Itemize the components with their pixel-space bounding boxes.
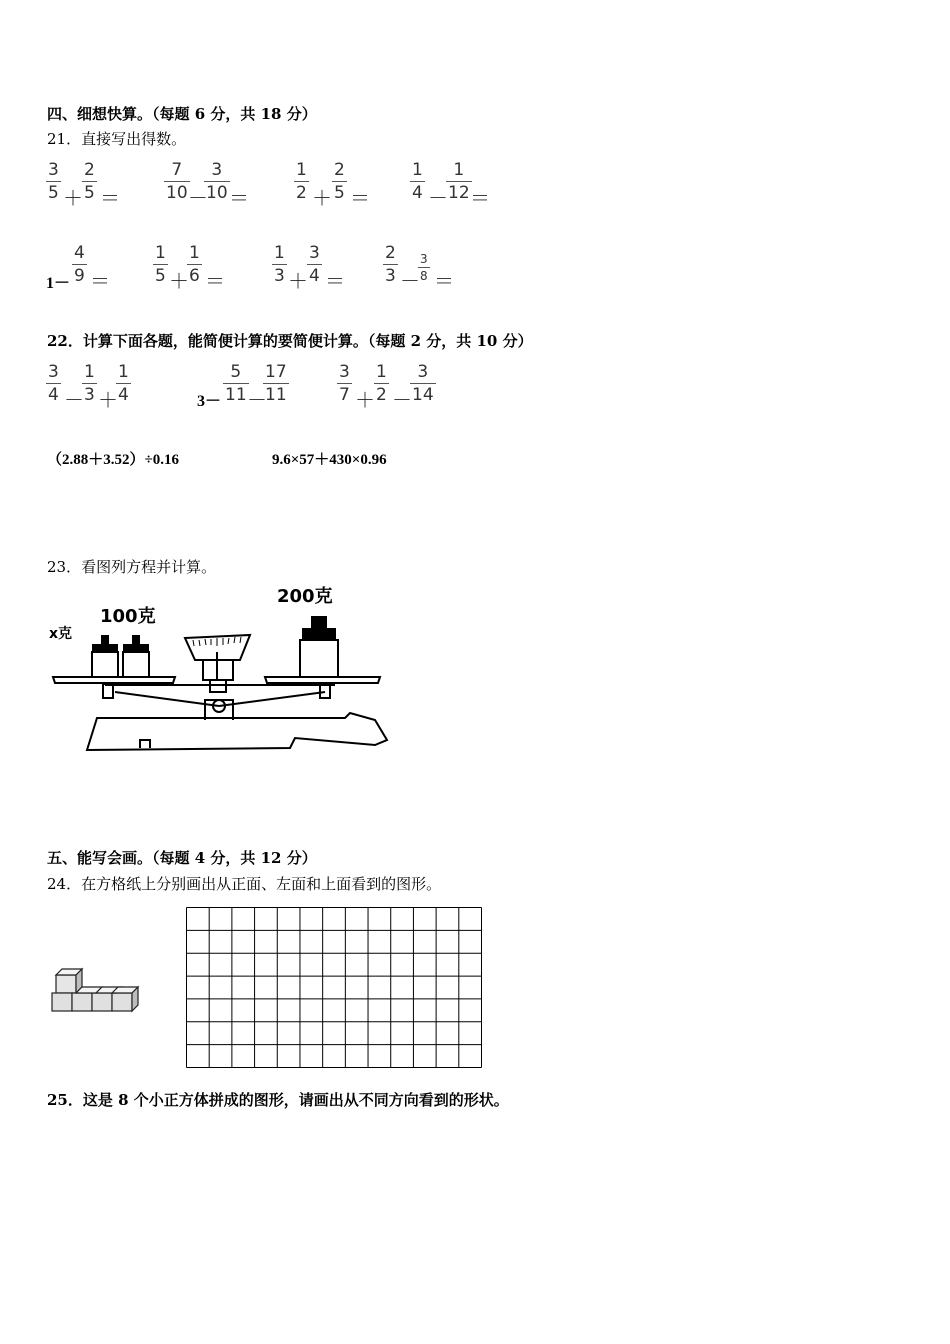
denominator: 3: [385, 266, 396, 286]
equals: ＝: [350, 186, 370, 210]
numerator: 2: [84, 160, 95, 180]
equals: ＝: [100, 186, 120, 210]
operator: ＋: [312, 186, 332, 210]
section-5-title: 五、能写会画。（每题 4 分，共 12 分）: [47, 849, 317, 867]
denominator: 12: [448, 183, 470, 203]
fraction: [223, 362, 249, 405]
weight-label-x: x克: [49, 626, 73, 642]
denominator: 3: [84, 385, 95, 405]
operator: ＋: [98, 388, 118, 412]
fraction: [187, 243, 202, 286]
numerator: 1: [274, 243, 285, 263]
numerator: 1: [189, 243, 200, 263]
fraction: [446, 160, 472, 203]
numerator: 1: [412, 160, 423, 180]
denominator: 5: [155, 266, 166, 286]
numerator: 1: [118, 362, 129, 382]
numerator: 1: [84, 362, 95, 382]
numerator: 3: [309, 243, 320, 263]
question-21-text: 21．直接写出得数。: [47, 130, 187, 148]
fraction: [332, 160, 347, 203]
equals: ＝: [229, 186, 249, 210]
denominator: 6: [189, 266, 200, 286]
operator: －: [428, 186, 448, 210]
denominator: 14: [412, 385, 434, 405]
operator: －: [400, 269, 420, 293]
denominator: 3: [274, 266, 285, 286]
denominator: 10: [206, 183, 228, 203]
numerator: 3: [420, 252, 428, 266]
numerator: 3: [339, 362, 350, 382]
fraction: [204, 160, 230, 203]
fraction: [82, 160, 97, 203]
expr-r4-2: 9.6×57＋430×0.96: [272, 452, 387, 468]
section-4-title: 四、细想快算。（每题 6 分，共 18 分）: [47, 105, 317, 123]
numerator: 2: [334, 160, 345, 180]
denominator: 9: [74, 266, 85, 286]
equals: ＝: [325, 269, 345, 293]
fraction: [164, 160, 190, 203]
fraction: [383, 243, 398, 286]
denominator: 4: [309, 266, 320, 286]
numerator: 3: [48, 362, 59, 382]
equals: ＝: [434, 269, 454, 293]
fraction: [410, 362, 436, 405]
denominator: 5: [48, 183, 59, 203]
question-21: [47, 128, 186, 149]
question-22: 22．计算下面各题，能简便计算的要简便计算。（每题 2 分，共 10 分）: [47, 332, 533, 350]
cube-figure: [48, 965, 143, 1020]
weight-label-200: 200克: [277, 586, 333, 607]
numerator: 1: [453, 160, 465, 180]
fraction: [294, 160, 309, 203]
operator: ＋: [63, 186, 83, 210]
denominator: 11: [265, 385, 287, 405]
operator: －: [188, 186, 208, 210]
fraction: [272, 243, 287, 286]
fraction: [410, 160, 425, 203]
fraction: [82, 362, 97, 405]
denominator: 7: [339, 385, 350, 405]
question-23: 23．看图列方程并计算。: [47, 558, 217, 576]
denominator: 4: [118, 385, 129, 405]
operator: －: [247, 388, 267, 412]
fraction: [418, 252, 430, 283]
question-24: 24．在方格纸上分别画出从正面、左面和上面看到的图形。: [47, 875, 442, 893]
fraction: [307, 243, 322, 286]
numerator: 17: [265, 362, 287, 382]
operator: －: [392, 388, 412, 412]
denominator: 2: [296, 183, 307, 203]
denominator: 4: [412, 183, 423, 203]
fraction: [46, 362, 61, 405]
equals: ＝: [90, 269, 110, 293]
operator: ＋: [169, 269, 189, 293]
fraction: [46, 160, 61, 203]
equals: ＝: [470, 186, 490, 210]
numerator: 3: [417, 362, 429, 382]
fraction: [374, 362, 389, 405]
denominator: 2: [376, 385, 387, 405]
numerator: 3: [211, 160, 223, 180]
numerator: 2: [385, 243, 396, 263]
denominator: 4: [48, 385, 59, 405]
fraction: [116, 362, 131, 405]
numerator: 5: [230, 362, 242, 382]
drawing-grid[interactable]: [186, 907, 483, 1069]
leading-term: 1－: [46, 275, 71, 292]
fraction: [72, 243, 87, 286]
fraction: [153, 243, 168, 286]
expr-r4-1: （2.88＋3.52）÷0.16: [47, 452, 179, 468]
numerator: 1: [155, 243, 166, 263]
numerator: 1: [296, 160, 307, 180]
fraction: [337, 362, 352, 405]
numerator: 7: [171, 160, 183, 180]
denominator: 8: [420, 269, 428, 283]
balance-scale-figure: [45, 580, 390, 755]
fraction: [263, 362, 289, 405]
operator: ＋: [355, 388, 375, 412]
denominator: 11: [225, 385, 247, 405]
leading-term: 3－: [197, 393, 222, 410]
denominator: 5: [84, 183, 95, 203]
denominator: 5: [334, 183, 345, 203]
operator: －: [64, 388, 84, 412]
numerator: 4: [74, 243, 85, 263]
denominator: 10: [166, 183, 188, 203]
equals: ＝: [205, 269, 225, 293]
numerator: 3: [48, 160, 59, 180]
question-25: 25．这是 8 个小正方体拼成的图形，请画出从不同方向看到的形状。: [47, 1091, 509, 1109]
numerator: 1: [376, 362, 387, 382]
weight-label-100: 100克: [100, 606, 156, 627]
operator: ＋: [288, 269, 308, 293]
